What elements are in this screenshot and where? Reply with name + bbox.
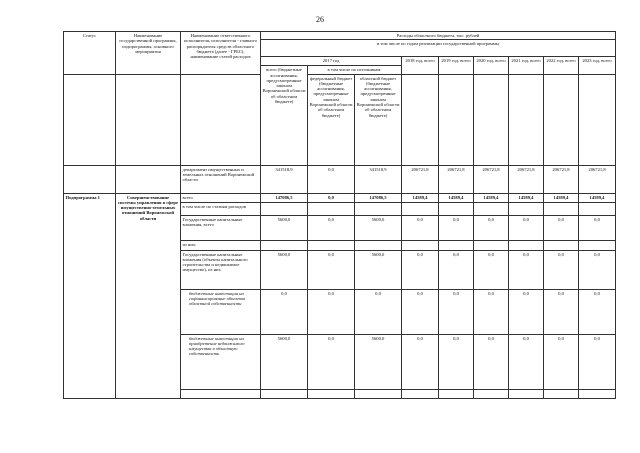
value-cell: 206721,8 <box>509 165 544 193</box>
value-cell: 0,0 <box>474 289 509 334</box>
header-2018: 2018 год, всего <box>402 57 439 74</box>
budget-table <box>63 31 616 399</box>
value-cell: 147086,5 <box>355 193 402 202</box>
value-cell: 0,0 <box>439 289 474 334</box>
value-cell: 0,0 <box>509 334 544 389</box>
header-2022: 2022 год, всего <box>544 57 579 74</box>
value-cell: 0,0 <box>474 250 509 289</box>
value-cell: 0,0 <box>308 193 355 202</box>
value-cell: 0,0 <box>308 289 355 334</box>
value-cell: 0,0 <box>439 215 474 240</box>
value-cell: 5600,0 <box>261 250 308 289</box>
value-cell: 0,0 <box>544 334 579 389</box>
header-including-sources: в том числе по источникам: <box>308 66 402 74</box>
header-row-1 <box>64 32 616 40</box>
value-cell: 0,0 <box>509 215 544 240</box>
value-cell: 206721,8 <box>579 165 616 193</box>
header-status: Статус <box>64 32 116 75</box>
value-cell: 0,0 <box>402 250 439 289</box>
header-2021: 2021 год, всего <box>509 57 544 74</box>
subprogram-name: Совершенствование системы управления в сфере имущественно-земельных отношений Воронежской области <box>116 193 181 398</box>
value-cell: 5600,0 <box>261 215 308 240</box>
value-cell: 14589,4 <box>544 193 579 202</box>
header-program-name: Наименование государственной программы, подпрограммы, основного мероприятия <box>116 32 181 75</box>
value-cell: 14589,4 <box>579 193 616 202</box>
value-cell: 0,0 <box>308 215 355 240</box>
value-cell: 0,0 <box>579 289 616 334</box>
header-total-2017: всего (бюджетные ассигнования, предусмотренные законом Воронежской области об областном бюджете) <box>261 66 308 165</box>
of-which-label: из них: <box>181 240 261 250</box>
value-cell: 0,0 <box>474 334 509 389</box>
value-cell: 206721,8 <box>439 165 474 193</box>
header-by-years: в том числе по годам реализации государственной программы <box>261 40 616 57</box>
value-cell: 0,0 <box>439 334 474 389</box>
value-cell: 0,0 <box>439 250 474 289</box>
table-row-subprogram-total <box>64 193 616 202</box>
value-cell: 5600,0 <box>261 334 308 389</box>
value-cell: 206721,8 <box>544 165 579 193</box>
value-cell: 341518,9 <box>261 165 308 193</box>
header-2023: 2023 год, всего <box>579 57 616 74</box>
value-cell: 147086,5 <box>261 193 308 202</box>
header-row-5 <box>64 74 616 165</box>
value-cell: 206721,8 <box>474 165 509 193</box>
total-label: всего <box>181 193 261 202</box>
capital-investments-label: Государственные капитальные вложения, всего <box>181 215 261 240</box>
value-cell: 14589,4 <box>509 193 544 202</box>
value-cell: 14589,4 <box>402 193 439 202</box>
value-cell: 0,0 <box>544 250 579 289</box>
header-federal: федеральный бюджет (бюджетные ассигнования, предусмотренные законом Воронежской области об областном бюджете) <box>308 74 355 165</box>
value-cell: 341518,9 <box>355 165 402 193</box>
value-cell: 0,0 <box>544 215 579 240</box>
co-financing-label: бюджетные инвестиции на софинансирование объектов областной собственности <box>181 289 261 334</box>
header-2019: 2019 год, всего <box>439 57 474 74</box>
value-cell: 0,0 <box>308 250 355 289</box>
header-2020: 2020 год, всего <box>474 57 509 74</box>
value-cell: 0,0 <box>308 334 355 389</box>
header-executor: Наименование ответственного исполнителя, исполнителя - главного распорядителя средств областного бюджета (далее - ГРБС), наименование статей расходов <box>181 32 261 75</box>
subprogram-status: Подпрограмма 1 <box>64 193 116 398</box>
value-cell: 0,0 <box>261 289 308 334</box>
value-cell: 0,0 <box>544 289 579 334</box>
value-cell: 0,0 <box>355 289 402 334</box>
page-number: 26 <box>316 15 324 24</box>
value-cell: 5600,0 <box>355 215 402 240</box>
value-cell: 14589,4 <box>474 193 509 202</box>
value-cell: 0,0 <box>402 289 439 334</box>
capital-objects-label: Государственные капитальные вложения (объекты капитального строительства и недвижимое имущество), из них <box>181 250 261 289</box>
header-regional: областной бюджет (бюджетные ассигнования, предусмотренные законом Воронежской области об областном бюджете) <box>355 74 402 165</box>
table-row-department <box>64 165 616 193</box>
value-cell: 5600,0 <box>355 250 402 289</box>
value-cell: 0,0 <box>402 215 439 240</box>
value-cell: 0,0 <box>474 215 509 240</box>
value-cell: 5600,0 <box>355 334 402 389</box>
department-label: департамент имущественных и земельных отношений Воронежской области <box>181 165 261 193</box>
header-expenses: Расходы областного бюджета, тыс. рублей <box>261 32 616 40</box>
real-estate-label: бюджетные инвестиции на приобретение недвижимого имущества в областную собственность <box>181 334 261 389</box>
value-cell: 14589,4 <box>439 193 474 202</box>
value-cell: 0,0 <box>579 215 616 240</box>
value-cell: 0,0 <box>509 289 544 334</box>
header-2017: 2017 год <box>261 57 402 66</box>
value-cell: 0,0 <box>509 250 544 289</box>
value-cell: 0,0 <box>579 334 616 389</box>
value-cell: 0,0 <box>579 250 616 289</box>
expense-articles-label: в том числе по статьям расходов <box>181 202 261 215</box>
value-cell: 0,0 <box>308 165 355 193</box>
value-cell: 0,0 <box>402 334 439 389</box>
value-cell: 206721,8 <box>402 165 439 193</box>
